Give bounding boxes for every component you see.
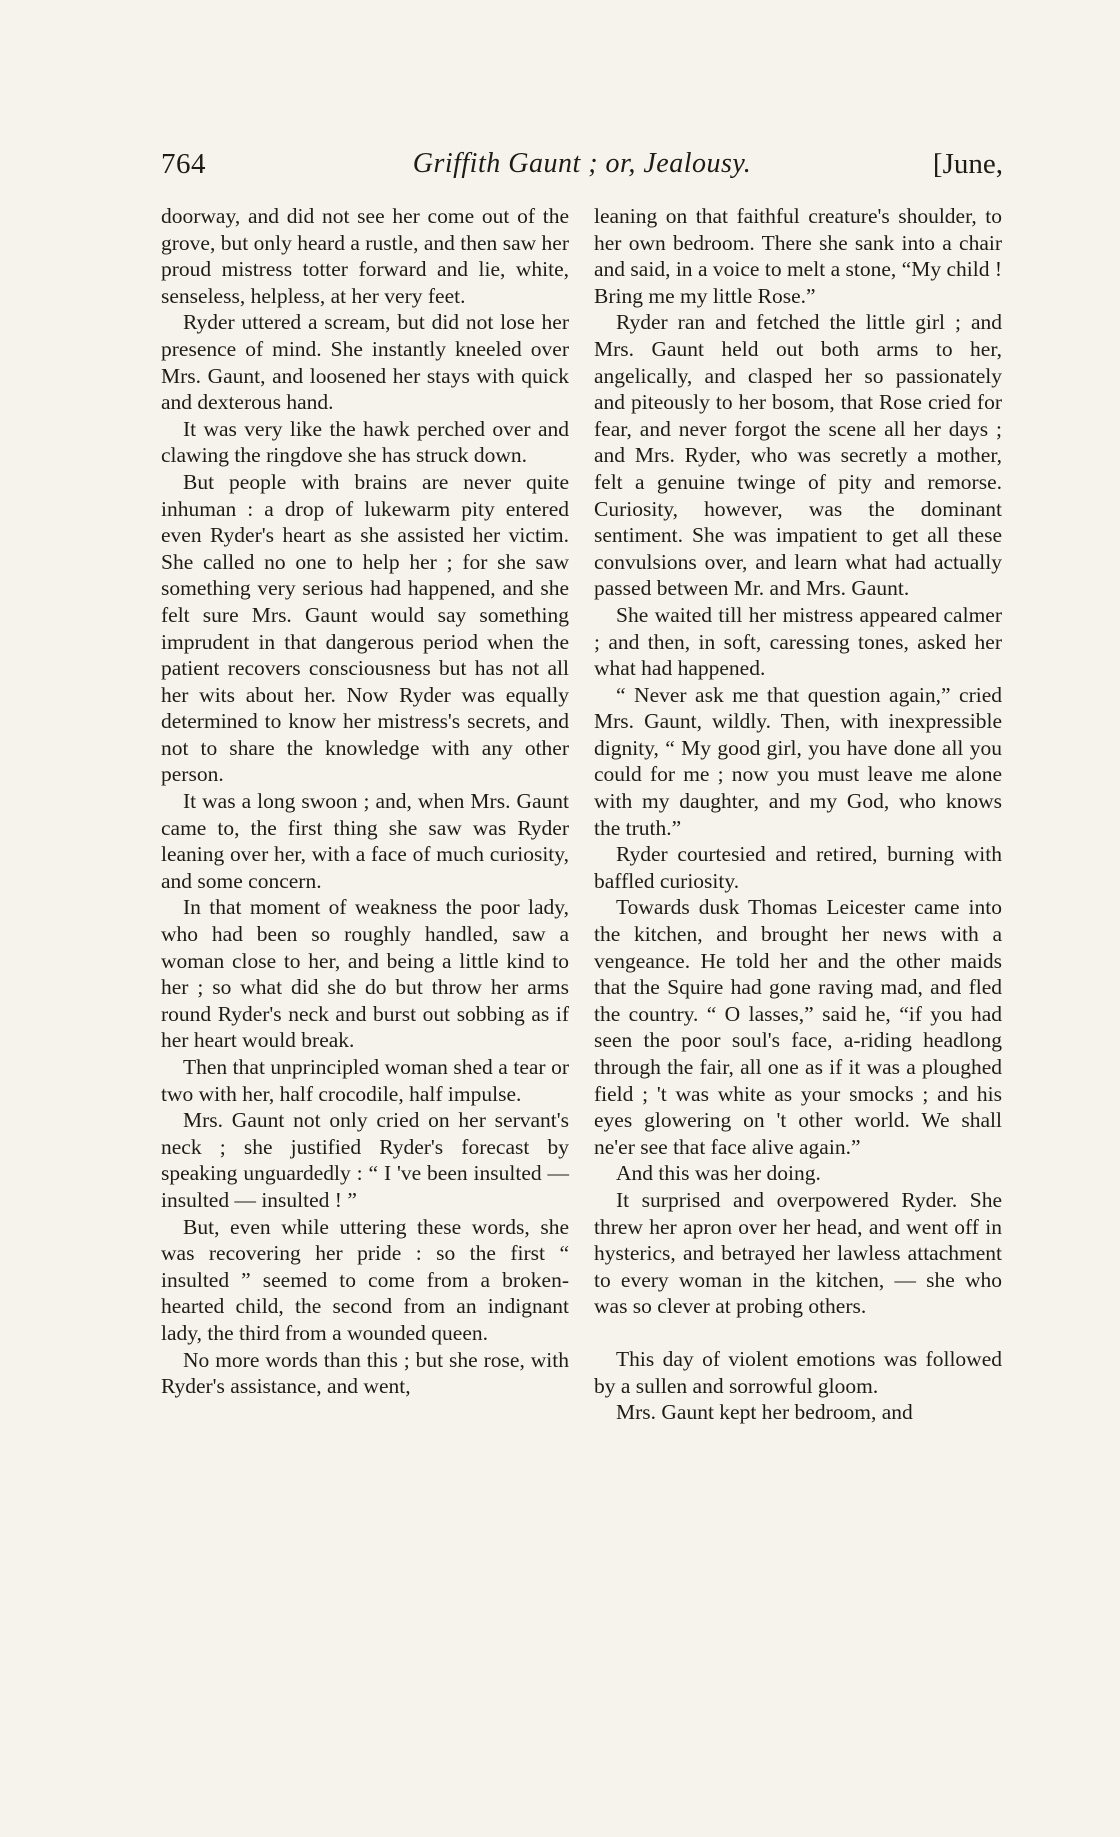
paragraph: Towards dusk Thomas Leicester came into the kitchen, and brought her news with a vengeance. He told her and the other maids that the Squire had gone raving mad, and fled the country. “ O lasses,” said he, “if you had seen the poor soul's face, a-riding headlong through the fair, all one as if it was a ploughed field ; 't was white as your smocks ; and his eyes glowering on 't other world. We shall ne'er see that face alive again.” [594,895,1002,1159]
paragraph: It surprised and overpowered Ryder. She threw her apron over her head, and went off in hysterics, and betrayed her lawless attachment to every woman in the kitchen, — she who was so clever at probing others. [594,1187,1002,1319]
paragraph: But people with brains are never quite inhuman : a drop of lukewarm pity entered even Ryder's heart as she assisted her victim. She called no one to help her ; for she saw something very serious had happened, and she felt sure Mrs. Gaunt would say something imprudent in that dangerous period when the patient recovers consciousness but has not all her wits about her. Now Ryder was equally determined to know her mistress's secrets, and not to share the knowledge with any other person. [161,469,569,787]
paragraph: leaning on that faithful creature's shoulder, to her own bedroom. There she sank into a chair and said, in a voice to melt a stone, “My child ! Bring me my little Rose.” [594,204,1002,308]
paragraph: This day of violent emotions was followed by a sullen and sorrowful gloom. [594,1346,1002,1398]
paragraph: doorway, and did not see her come out of the grove, but only heard a rustle, and then saw her proud mistress totter forward and lie, white, senseless, helpless, at her very feet. [161,204,569,308]
running-title: Griffith Gaunt ; or, Jealousy. [412,148,752,179]
page-number: 764 [161,148,206,180]
page-header [161,148,1003,188]
paragraph: “ Never ask me that question again,” cried Mrs. Gaunt, wildly. Then, with inexpressible dignity, “ My good girl, you have done all you could for me ; now you must leave me alone with my daughter, and my God, who knows the truth.” [594,682,1002,840]
paragraph: She waited till her mistress appeared calmer ; and then, in soft, caressing tones, asked her what had happened. [594,602,1002,681]
paragraph: No more words than this ; but she rose, with Ryder's assistance, and went, [161,1347,569,1399]
paragraph: Mrs. Gaunt not only cried on her servant's neck ; she justified Ryder's forecast by speaking unguardedly : “ I 've been insulted — insulted — insulted ! ” [161,1108,569,1212]
paragraph: But, even while uttering these words, she was recovering her pride : so the first “ insulted ” seemed to come from a broken-hearted child, the second from an indignant lady, the third from a wounded queen. [161,1214,569,1345]
paragraph: In that moment of weakness the poor lady, who had been so roughly handled, saw a woman close to her, and being a little kind to her ; so what did she do but throw her arms round Ryder's neck and burst out sobbing as if her heart would break. [161,895,569,1053]
paragraph: And this was her doing. [616,1161,821,1186]
left-column [161,203,569,1400]
paragraph: Ryder ran and fetched the little girl ; and Mrs. Gaunt held out both arms to her, angelically, and clasped her so passionately and piteously to her bosom, that Rose cried for fear, and never forgot the scene all her days ; and Mrs. Ryder, who was secretly a mother, felt a genuine twinge of pity and remorse. Curiosity, however, was the dominant sentiment. She was impatient to get all these convulsions over, and learn what had actually passed between Mr. and Mrs. Gaunt. [594,310,1002,601]
paragraph: Ryder uttered a scream, but did not lose her presence of mind. She instantly kneeled over Mrs. Gaunt, and loosened her stays with quick and dexterous hand. [161,310,569,415]
paragraph: Mrs. Gaunt kept her bedroom, and [616,1400,913,1425]
paragraph: Ryder courtesied and retired, burning with baffled curiosity. [594,842,1002,893]
issue-month: [June, [932,148,1003,180]
paragraph: Then that unprincipled woman shed a tear or two with her, half crocodile, half impulse. [161,1055,569,1106]
paragraph: It was very like the hawk perched over and clawing the ringdove she has struck down. [161,416,569,468]
paragraph: It was a long swoon ; and, when Mrs. Gaunt came to, the first thing she saw was Ryder leaning over her, with a face of much curiosity, and some concern. [161,789,569,893]
right-column [594,203,1002,1426]
